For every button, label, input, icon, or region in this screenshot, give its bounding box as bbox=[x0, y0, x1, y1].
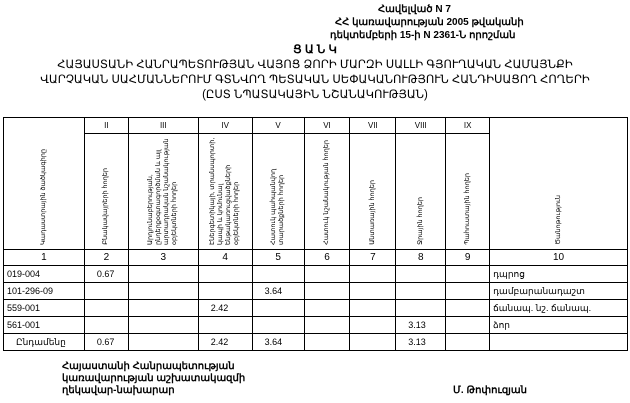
area-cell bbox=[446, 317, 490, 334]
area-cell bbox=[128, 317, 198, 334]
area-cell bbox=[128, 283, 198, 300]
title-line-3: (ԸՍՏ ՆՊԱՏԱԿԱՅԻՆ ՆՇԱՆԱԿՈՒԹՅԱՆ) bbox=[202, 89, 428, 101]
area-cell: 2.42 bbox=[198, 300, 252, 317]
appendix-line-2: ՀՀ կառավարության 2005 թվականի bbox=[335, 17, 524, 28]
title-word: Ց Ա Ն Կ bbox=[293, 44, 337, 56]
header-cell bbox=[490, 118, 628, 250]
column-number-cell: 4 bbox=[198, 250, 252, 266]
area-cell bbox=[396, 283, 446, 300]
header-text: Հատուկ պահպանվող տարածքների հողեր bbox=[270, 168, 286, 245]
note-cell: ձոր bbox=[490, 317, 628, 334]
area-cell bbox=[304, 283, 350, 300]
document-title bbox=[0, 43, 630, 103]
header-cell bbox=[128, 134, 198, 250]
note-cell: դպրոց bbox=[490, 266, 628, 283]
header-text: Էներգետիկայի, տրանսպորտի, կապի և կոմունալ ենթակառուցվածքների օբյեկտների հողեր bbox=[209, 137, 241, 245]
land-table bbox=[3, 117, 628, 351]
area-cell bbox=[252, 300, 304, 317]
area-cell: 0.67 bbox=[84, 334, 128, 351]
area-cell bbox=[446, 300, 490, 317]
header-text: Բնակավայրերի հողեր bbox=[102, 168, 110, 245]
area-cell bbox=[128, 300, 198, 317]
area-cell: 2.42 bbox=[198, 334, 252, 351]
header-text: Հատուկ նշանակության հողեր bbox=[322, 140, 330, 245]
table-row bbox=[4, 283, 628, 300]
cadastral-code-cell: 019-004 bbox=[4, 266, 85, 283]
area-cell: 0.67 bbox=[84, 266, 128, 283]
roman-cell: III bbox=[128, 118, 198, 134]
area-cell bbox=[304, 334, 350, 351]
header-text: Ծանոթություն bbox=[554, 195, 562, 245]
table-row bbox=[4, 317, 628, 334]
column-number-cell: 3 bbox=[128, 250, 198, 266]
area-cell bbox=[350, 266, 396, 283]
area-cell bbox=[350, 334, 396, 351]
area-cell bbox=[128, 266, 198, 283]
signature-line-3: ղեկավար-նախարար bbox=[62, 385, 175, 396]
area-cell bbox=[84, 317, 128, 334]
roman-cell: VI bbox=[304, 118, 350, 134]
column-number-cell: 5 bbox=[252, 250, 304, 266]
area-cell bbox=[252, 266, 304, 283]
signature-line-1: Հայաստանի Հանրապետության bbox=[62, 361, 235, 372]
area-cell bbox=[350, 300, 396, 317]
title-line-2: ՎԱՐՉԱԿԱՆ ՍԱՀՄԱՆՆԵՐՈՒՄ ԳՏՆՎՈՂ ՊԵՏԱԿԱՆ ՍԵՓԱԿԱՆՈՒԹՅՈՒՆ ՀԱՆԴԻՍԱՑՈՂ ՀՈՂԵՐԻ bbox=[40, 74, 590, 86]
table-row bbox=[4, 266, 628, 283]
column-number-row bbox=[4, 250, 628, 266]
header-cell bbox=[396, 134, 446, 250]
header-cell bbox=[84, 134, 128, 250]
cadastral-code-cell: 561-001 bbox=[4, 317, 85, 334]
area-cell bbox=[84, 300, 128, 317]
header-cell bbox=[350, 134, 396, 250]
header-text: Արդյունաբերության, ընդերքօգտագործման և այլ արտադրական նշանակության օբյեկտների հողեր bbox=[147, 138, 179, 245]
area-cell: 3.64 bbox=[252, 334, 304, 351]
header-cell bbox=[446, 134, 490, 250]
area-cell: 3.13 bbox=[396, 334, 446, 351]
area-cell bbox=[304, 300, 350, 317]
table-row bbox=[4, 300, 628, 317]
roman-cell: V bbox=[252, 118, 304, 134]
cadastral-code-cell: 559-001 bbox=[4, 300, 85, 317]
appendix-number: Հավելված N 7 bbox=[378, 4, 451, 15]
column-number-cell: 8 bbox=[396, 250, 446, 266]
area-cell bbox=[350, 283, 396, 300]
note-cell: ճանապ. նշ. ճանապ. bbox=[490, 300, 628, 317]
cadastral-code-cell: Ընդամենը bbox=[4, 334, 85, 351]
area-cell bbox=[304, 266, 350, 283]
area-cell bbox=[304, 317, 350, 334]
area-cell bbox=[396, 300, 446, 317]
column-number-cell: 9 bbox=[446, 250, 490, 266]
header-cell bbox=[4, 118, 85, 250]
area-cell bbox=[128, 334, 198, 351]
roman-cell: II bbox=[84, 118, 128, 134]
area-cell: 3.64 bbox=[252, 283, 304, 300]
area-cell bbox=[198, 283, 252, 300]
column-number-cell: 10 bbox=[490, 250, 628, 266]
signature-line-2: կառավարության աշխատակազմի bbox=[62, 373, 246, 384]
area-cell bbox=[396, 266, 446, 283]
column-number-cell: 6 bbox=[304, 250, 350, 266]
appendix-header bbox=[330, 3, 524, 42]
roman-cell: IV bbox=[198, 118, 252, 134]
appendix-line-3: դեկտեմբերի 15-ի N 2361-Ն որոշման bbox=[330, 30, 516, 41]
column-number-cell: 1 bbox=[4, 250, 85, 266]
column-number-cell: 2 bbox=[84, 250, 128, 266]
area-cell bbox=[446, 266, 490, 283]
header-cell bbox=[198, 134, 252, 250]
area-cell bbox=[198, 317, 252, 334]
roman-cell: VIII bbox=[396, 118, 446, 134]
header-text: Ջրային հողեր bbox=[416, 197, 424, 245]
header-cell bbox=[304, 134, 350, 250]
cadastral-code-cell: 101-296-09 bbox=[4, 283, 85, 300]
area-cell bbox=[84, 283, 128, 300]
column-number-cell: 7 bbox=[350, 250, 396, 266]
area-cell bbox=[252, 317, 304, 334]
header-text: Պահուստային հողեր bbox=[463, 173, 471, 245]
signature-block bbox=[62, 361, 245, 397]
header-cell bbox=[252, 134, 304, 250]
roman-cell: IX bbox=[446, 118, 490, 134]
note-cell: դամբարանադաշտ bbox=[490, 283, 628, 300]
area-cell bbox=[446, 334, 490, 351]
signatory-name: Մ. Թոփուզյան bbox=[453, 385, 527, 396]
header-text: Կադաստրային ծածկագիրը bbox=[39, 149, 47, 245]
area-cell bbox=[446, 283, 490, 300]
roman-cell: VII bbox=[350, 118, 396, 134]
roman-numeral-row bbox=[4, 118, 628, 134]
area-cell bbox=[198, 266, 252, 283]
header-text: Անտառային հողեր bbox=[368, 180, 376, 245]
note-cell bbox=[490, 334, 628, 351]
area-cell: 3.13 bbox=[396, 317, 446, 334]
title-line-1: ՀԱՅԱՍՏԱՆԻ ՀԱՆՐԱՊԵՏՈՒԹՅԱՆ ՎԱՅՈՑ ՁՈՐԻ ՄԱՐԶԻ ՍԱԼԼԻ ԳՅՈՒՂԱԿԱՆ ՀԱՄԱՅՆՔԻ bbox=[57, 59, 573, 71]
area-cell bbox=[350, 317, 396, 334]
total-row bbox=[4, 334, 628, 351]
